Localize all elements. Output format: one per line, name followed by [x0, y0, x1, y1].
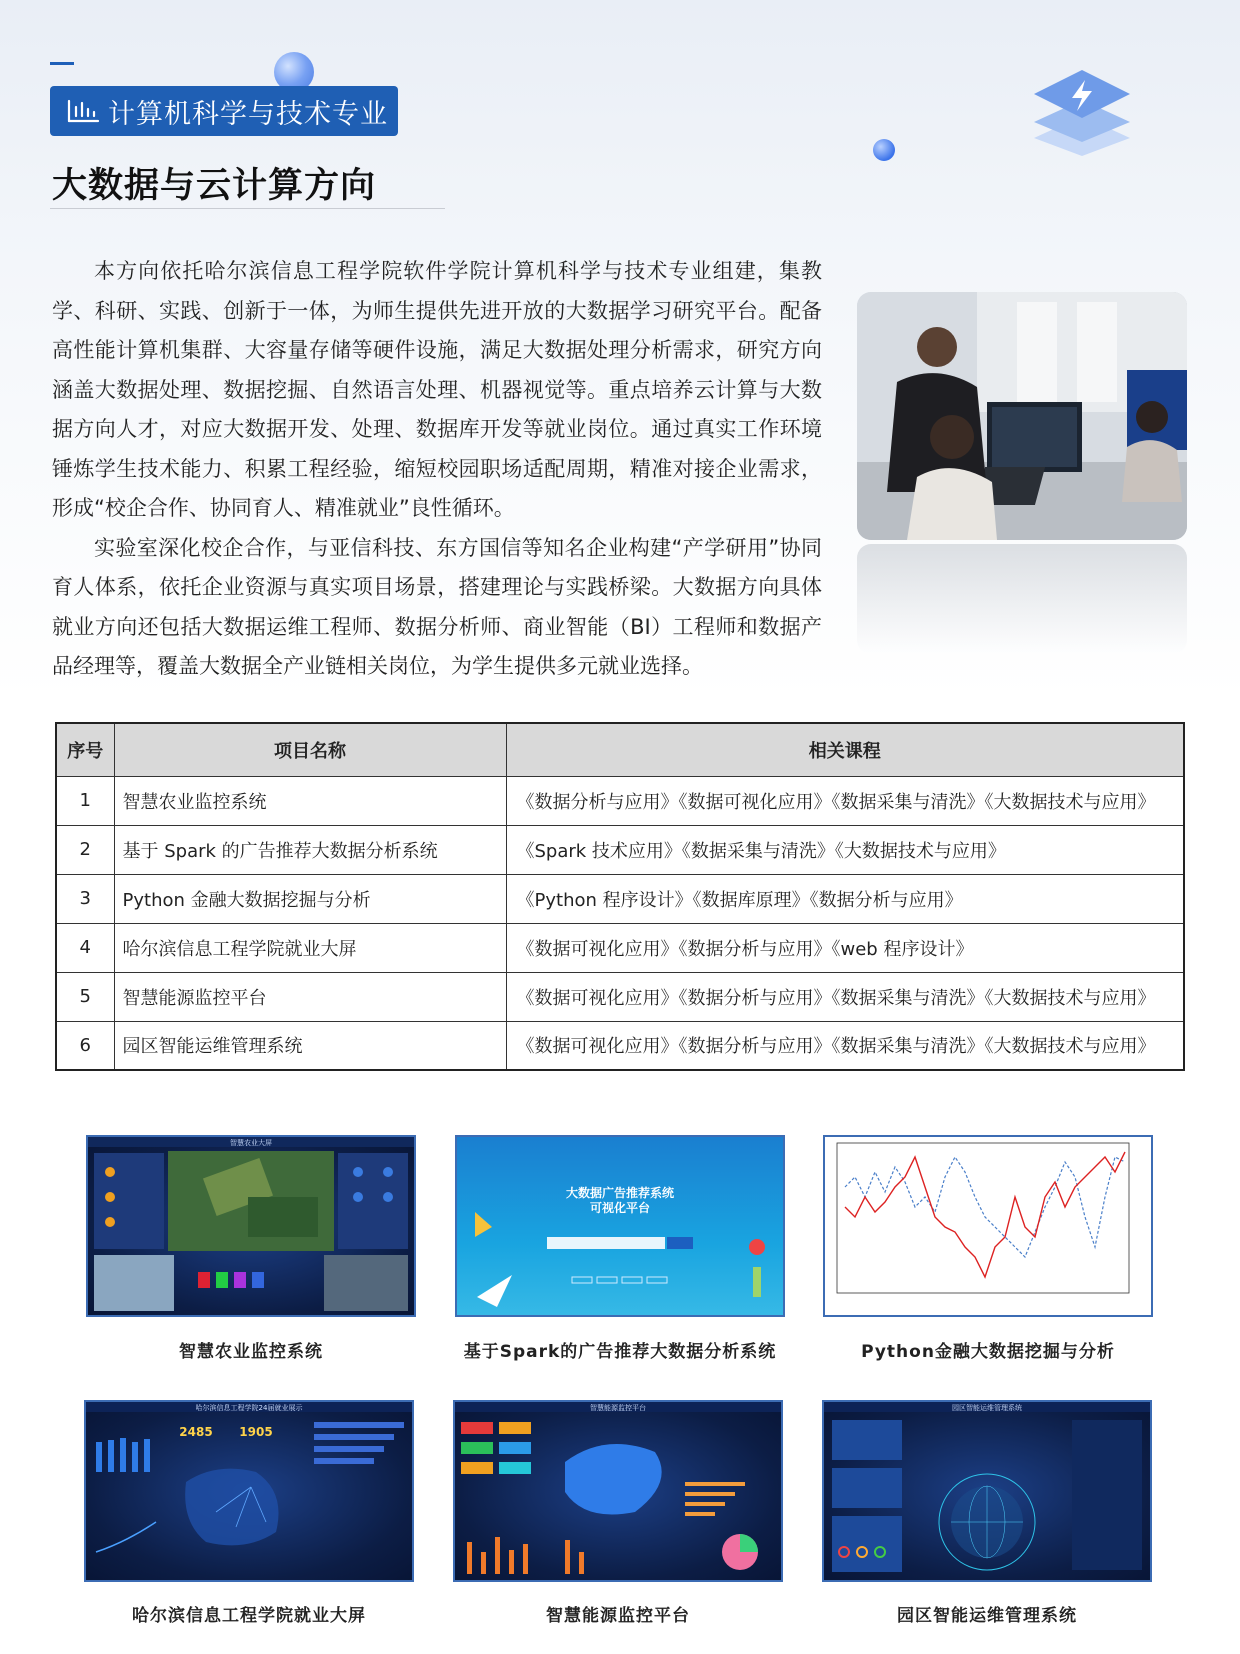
caption: Python金融大数据挖掘与分析 — [861, 1342, 1115, 1362]
row-name: 园区智能运维管理系统 — [114, 1021, 506, 1070]
page-title: 大数据与云计算方向 — [52, 166, 377, 206]
major-badge — [50, 86, 398, 136]
row-num: 5 — [56, 972, 114, 1021]
screen-title: 大数据广告推荐系统 — [565, 1186, 675, 1200]
row-num: 4 — [56, 923, 114, 972]
decorative-orb-small — [873, 139, 895, 161]
screen-subtitle: 可视化平台 — [589, 1201, 651, 1215]
table-row — [56, 1021, 1184, 1070]
screen-title: 智慧能源监控平台 — [590, 1404, 646, 1412]
screenshot-finance-chart — [823, 1135, 1153, 1317]
caption: 哈尔滨信息工程学院就业大屏 — [132, 1606, 366, 1626]
title-divider — [50, 208, 445, 209]
intro-text — [52, 252, 822, 687]
table-row — [56, 972, 1184, 1021]
row-courses: 《数据可视化应用》《数据分析与应用》《数据采集与清洗》《大数据技术与应用》 — [506, 972, 1184, 1021]
row-num: 3 — [56, 874, 114, 923]
photo-reflection — [857, 544, 1187, 654]
stat-b: 1905 — [239, 1425, 273, 1439]
row-name: 基于 Spark 的广告推荐大数据分析系统 — [114, 825, 506, 874]
badge-label: 计算机科学与技术专业 — [108, 98, 388, 130]
row-num: 1 — [56, 776, 114, 825]
accent-line — [50, 62, 74, 65]
layers-lightning-icon — [1030, 66, 1134, 156]
table-row — [56, 825, 1184, 874]
caption: 智慧农业监控系统 — [179, 1342, 323, 1362]
col-header-courses: 相关课程 — [506, 723, 1184, 776]
row-courses: 《数据分析与应用》《数据可视化应用》《数据采集与清洗》《大数据技术与应用》 — [506, 776, 1184, 825]
table-row — [56, 923, 1184, 972]
screen-title: 智慧农业大屏 — [230, 1139, 272, 1147]
row-courses: 《数据可视化应用》《数据分析与应用》《数据采集与清洗》《大数据技术与应用》 — [506, 1021, 1184, 1070]
table-row — [56, 874, 1184, 923]
screenshot-smart-agriculture — [86, 1135, 416, 1317]
row-num: 6 — [56, 1021, 114, 1070]
lab-photo — [857, 292, 1187, 540]
paragraph: 实验室深化校企合作，与亚信科技、东方国信等知名企业构建“产学研用”协同育人体系，依托企业资源与真实项目场景，搭建理论与实践桥梁。大数据方向具体就业方向还包括大数据运维工程师、数据分析师、商业智能（BI）工程师和数据产品经理等，覆盖大数据全产业链相关岗位，为学生提供多元就业选择。 — [52, 535, 822, 678]
col-header-num: 序号 — [56, 723, 114, 776]
screen-title: 哈尔滨信息工程学院24届就业展示 — [195, 1404, 303, 1412]
stat-a: 2485 — [179, 1425, 213, 1439]
caption: 智慧能源监控平台 — [546, 1606, 690, 1626]
paragraph: 本方向依托哈尔滨信息工程学院软件学院计算机科学与技术专业组建，集教学、科研、实践、创新于一体，为师生提供先进开放的大数据学习研究平台。配备高性能计算机集群、大容量存储等硬件设施，满足大数据处理分析需求，研究方向涵盖大数据处理、数据挖掘、自然语言处理、机器视觉等。重点培养云计算与大数据方向人才，对应大数据开发、处理、数据库开发等就业岗位。通过真实工作环境锤炼学生技术能力、积累工程经验，缩短校园职场适配周期，精准对接企业需求，形成“校企合作、协同育人、精准就业”良性循环。 — [52, 259, 822, 520]
row-courses: 《Python 程序设计》《数据库原理》《数据分析与应用》 — [506, 874, 1184, 923]
row-name: Python 金融大数据挖掘与分析 — [114, 874, 506, 923]
row-name: 智慧农业监控系统 — [114, 776, 506, 825]
bar-chart-icon — [66, 98, 100, 124]
screenshot-energy-monitor — [453, 1400, 783, 1582]
row-num: 2 — [56, 825, 114, 874]
screenshot-ad-recommendation — [455, 1135, 785, 1317]
caption: 基于Spark的广告推荐大数据分析系统 — [463, 1342, 777, 1362]
row-name: 智慧能源监控平台 — [114, 972, 506, 1021]
project-table — [55, 722, 1185, 1071]
row-courses: 《数据可视化应用》《数据分析与应用》《web 程序设计》 — [506, 923, 1184, 972]
caption: 园区智能运维管理系统 — [897, 1606, 1077, 1626]
col-header-name: 项目名称 — [114, 723, 506, 776]
screenshot-park-operations — [822, 1400, 1152, 1582]
row-name: 哈尔滨信息工程学院就业大屏 — [114, 923, 506, 972]
table-row — [56, 776, 1184, 825]
screenshot-employment-dashboard — [84, 1400, 414, 1582]
screen-title: 园区智能运维管理系统 — [952, 1404, 1022, 1412]
table-header-row — [56, 723, 1184, 776]
row-courses: 《Spark 技术应用》《数据采集与清洗》《大数据技术与应用》 — [506, 825, 1184, 874]
